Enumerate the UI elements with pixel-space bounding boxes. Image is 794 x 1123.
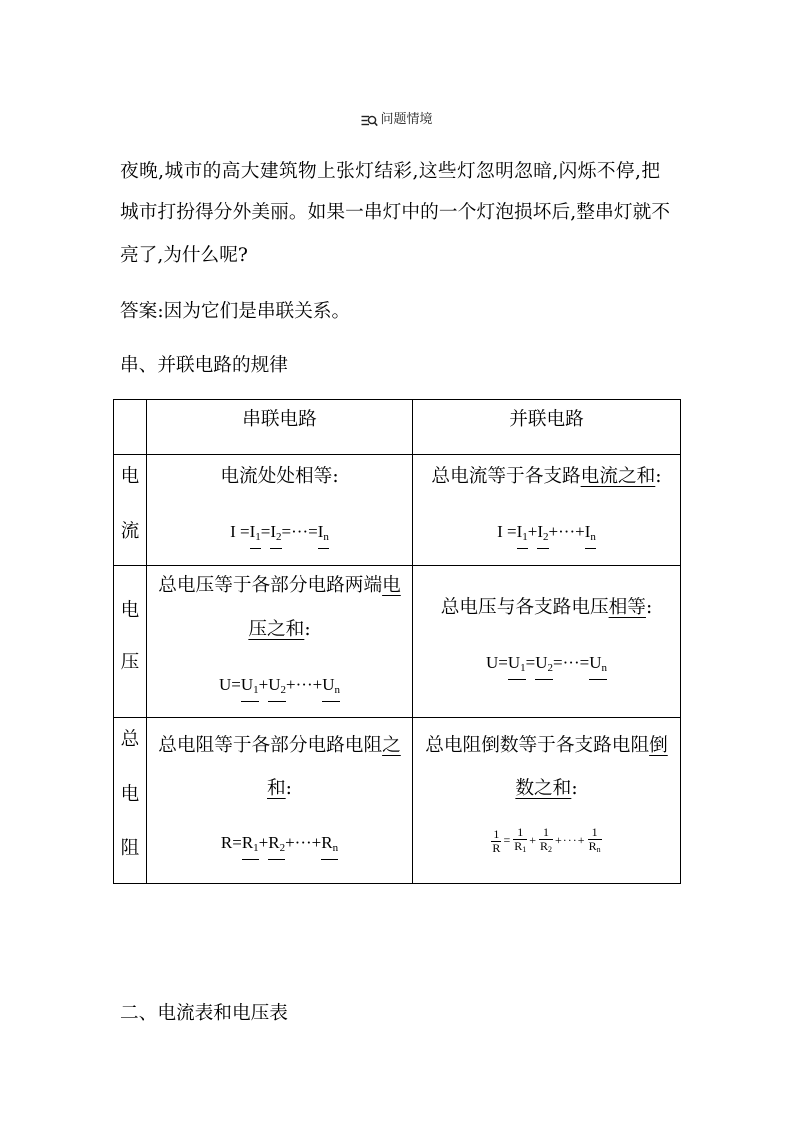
text-run: :: [655, 466, 662, 487]
variable-subscript: 1: [522, 531, 528, 543]
underlined-variable: [537, 522, 548, 549]
text-run: +···+: [548, 522, 585, 541]
fraction: [491, 828, 501, 855]
text-run: 电流处处相等:: [220, 466, 339, 487]
text-run: 总电压等于各部分电路两端: [158, 575, 383, 596]
section-heading: [0, 110, 794, 130]
text-run: =: [503, 833, 512, 847]
row-label-char: 电: [120, 784, 140, 805]
scenario-line: 城市打扮得分外美丽。如果一串灯中的一个灯泡损坏后,整串灯就不: [120, 202, 670, 223]
parallel-voltage-rule: [413, 596, 680, 620]
variable-symbol: I: [537, 522, 544, 541]
variable-subscript: n: [323, 531, 329, 543]
variable-subscript: 1: [253, 842, 259, 854]
text-run: +: [258, 833, 269, 852]
variable-symbol: U: [507, 653, 521, 672]
denominator-symbol: R: [492, 840, 501, 855]
denominator-symbol: R: [514, 839, 523, 854]
underlined-variable: [321, 833, 338, 860]
variable-subscript: 2: [547, 662, 554, 674]
parallel-header-cell: [413, 400, 681, 455]
text-run: R=: [220, 833, 242, 852]
text-run: 总电压与各支路电压: [440, 597, 609, 618]
series-voltage-rule: [147, 618, 412, 642]
parallel-resistance-cell: [413, 718, 681, 884]
text-run: :: [645, 597, 653, 618]
variable-symbol: R: [321, 833, 333, 852]
text-run: U=: [486, 653, 508, 672]
underlined-text: 压之和: [248, 619, 305, 640]
series-voltage-cell: [147, 566, 413, 718]
variable-subscript: n: [601, 662, 607, 674]
text-run: 总电流等于各支路: [431, 466, 581, 487]
variable-subscript: 2: [280, 684, 287, 696]
variable-symbol: R: [241, 833, 254, 852]
underlined-variable: [508, 653, 526, 680]
section-heading-title: 问题情境: [380, 112, 433, 127]
variable-subscript: 2: [279, 842, 286, 854]
series-resistance-cell: [147, 718, 413, 884]
parallel-current-cell: [413, 455, 681, 566]
variable-subscript: 2: [276, 531, 282, 543]
corner-cell: [114, 400, 147, 455]
series-header-cell: [147, 400, 413, 455]
answer-text: 答案:因为它们是串联关系。: [120, 301, 351, 322]
series-resistance-formula: [147, 831, 412, 855]
text-run: I =: [230, 522, 250, 541]
series-header: 串联电路: [242, 409, 317, 430]
row-label-char: 电: [120, 600, 140, 621]
underlined-variable: [535, 653, 553, 680]
variable-subscript: n: [590, 531, 596, 543]
underlined-variable: [268, 675, 286, 702]
text-run: =: [260, 522, 271, 541]
variable-symbol: U: [322, 675, 335, 694]
underlined-variable: [250, 522, 261, 549]
fraction: [588, 826, 602, 856]
variable-subscript: 2: [543, 531, 549, 543]
text-run: +: [258, 675, 269, 694]
parallel-resistance-rule: [413, 777, 680, 801]
text-run: I =: [497, 522, 517, 541]
series-resistance-rule: [147, 777, 412, 801]
fraction-numerator: 1: [493, 826, 500, 841]
row-label-char: 压: [120, 652, 140, 673]
series-resistance-rule: [147, 734, 412, 758]
underlined-variable: [270, 522, 281, 549]
variable-symbol: I: [317, 522, 324, 541]
text-run: U=: [219, 675, 241, 694]
fraction-denominator: [539, 839, 553, 856]
circuit-rules-table: [113, 399, 681, 884]
variable-subscript: n: [332, 842, 339, 854]
table-caption: 串、并联电路的规律: [120, 355, 288, 376]
next-section-heading: 二、电流表和电压表: [120, 1003, 288, 1024]
scenario-line: 夜晚,城市的高大建筑物上张灯结彩,这些灯忽明忽暗,闪烁不停,把: [120, 161, 660, 182]
text-run: +···+: [285, 833, 322, 852]
text-run: =···=: [281, 522, 318, 541]
variable-symbol: R: [268, 833, 280, 852]
underlined-variable: [585, 522, 596, 549]
series-current-rule: [147, 465, 412, 489]
series-voltage-rule: [147, 574, 412, 598]
text-run: :: [304, 619, 311, 640]
fraction: [539, 826, 553, 856]
parallel-current-formula: [413, 520, 680, 544]
underlined-text: 数之和: [515, 778, 572, 799]
denominator-subscript: 1: [522, 845, 527, 855]
parallel-current-rule: [413, 465, 680, 489]
variable-subscript: 1: [253, 684, 259, 696]
variable-subscript: n: [334, 684, 340, 696]
variable-symbol: I: [584, 522, 591, 541]
denominator-symbol: R: [588, 839, 597, 854]
underlined-variable: [268, 833, 285, 860]
variable-symbol: U: [268, 675, 281, 694]
denominator-subscript: n: [596, 845, 601, 855]
underlined-variable: [241, 675, 259, 702]
text-run: :: [571, 778, 578, 799]
underlined-text: 和: [267, 778, 286, 799]
underlined-text: 倒: [649, 735, 668, 756]
row-label-current: [114, 455, 147, 566]
scenario-line: 亮了,为什么呢?: [120, 245, 248, 266]
underlined-variable: [322, 675, 340, 702]
underlined-text: 电: [382, 575, 401, 596]
row-label-voltage: [114, 566, 147, 718]
row-label-char: 流: [120, 521, 140, 542]
variable-symbol: I: [270, 522, 277, 541]
parallel-voltage-cell: [413, 566, 681, 718]
underlined-variable: [589, 653, 607, 680]
series-current-formula: [147, 520, 412, 544]
row-label-resistance: [114, 718, 147, 884]
text-run: 总电阻倒数等于各支路电阻: [425, 735, 650, 756]
parallel-resistance-rule: [413, 734, 680, 758]
denominator-subscript: 2: [548, 845, 553, 855]
variable-subscript: 1: [255, 531, 261, 543]
row-label-char: 总: [120, 729, 140, 750]
underlined-text: 电流之和: [580, 466, 656, 487]
text-run: 总电阻等于各部分电路电阻: [158, 735, 383, 756]
text-run: +···+: [555, 833, 586, 847]
parallel-voltage-formula: [413, 651, 680, 675]
variable-symbol: I: [249, 522, 256, 541]
underlined-text: 之: [382, 735, 401, 756]
underlined-variable: [517, 522, 528, 549]
parallel-header: 并联电路: [509, 409, 584, 430]
fraction-denominator: [491, 841, 501, 855]
fraction-numerator: 1: [543, 825, 550, 840]
row-label-char: 电: [120, 466, 140, 487]
variable-symbol: U: [589, 653, 602, 672]
fraction-numerator: 1: [591, 825, 598, 840]
text-run: :: [285, 778, 292, 799]
variable-symbol: U: [240, 675, 254, 694]
text-run: =···=: [553, 653, 590, 672]
series-current-cell: [147, 455, 413, 566]
text-run: =: [525, 653, 536, 672]
row-label-char: 阻: [120, 838, 140, 859]
underlined-text: 相等: [608, 597, 646, 618]
series-voltage-formula: [147, 673, 412, 697]
denominator-symbol: R: [540, 839, 549, 854]
underlined-variable: [318, 522, 329, 549]
text-run: +···+: [286, 675, 323, 694]
variable-symbol: I: [516, 522, 523, 541]
fraction-denominator: [513, 839, 527, 856]
underlined-variable: [242, 833, 259, 860]
variable-symbol: U: [535, 653, 548, 672]
parallel-resistance-formula: [413, 824, 680, 856]
text-run: +: [527, 522, 538, 541]
variable-subscript: 1: [520, 662, 526, 674]
text-run: +: [529, 833, 538, 847]
fraction-numerator: 1: [517, 825, 524, 840]
fraction: [513, 826, 527, 856]
list-search-icon: [361, 114, 378, 127]
fraction-denominator: [588, 839, 602, 856]
